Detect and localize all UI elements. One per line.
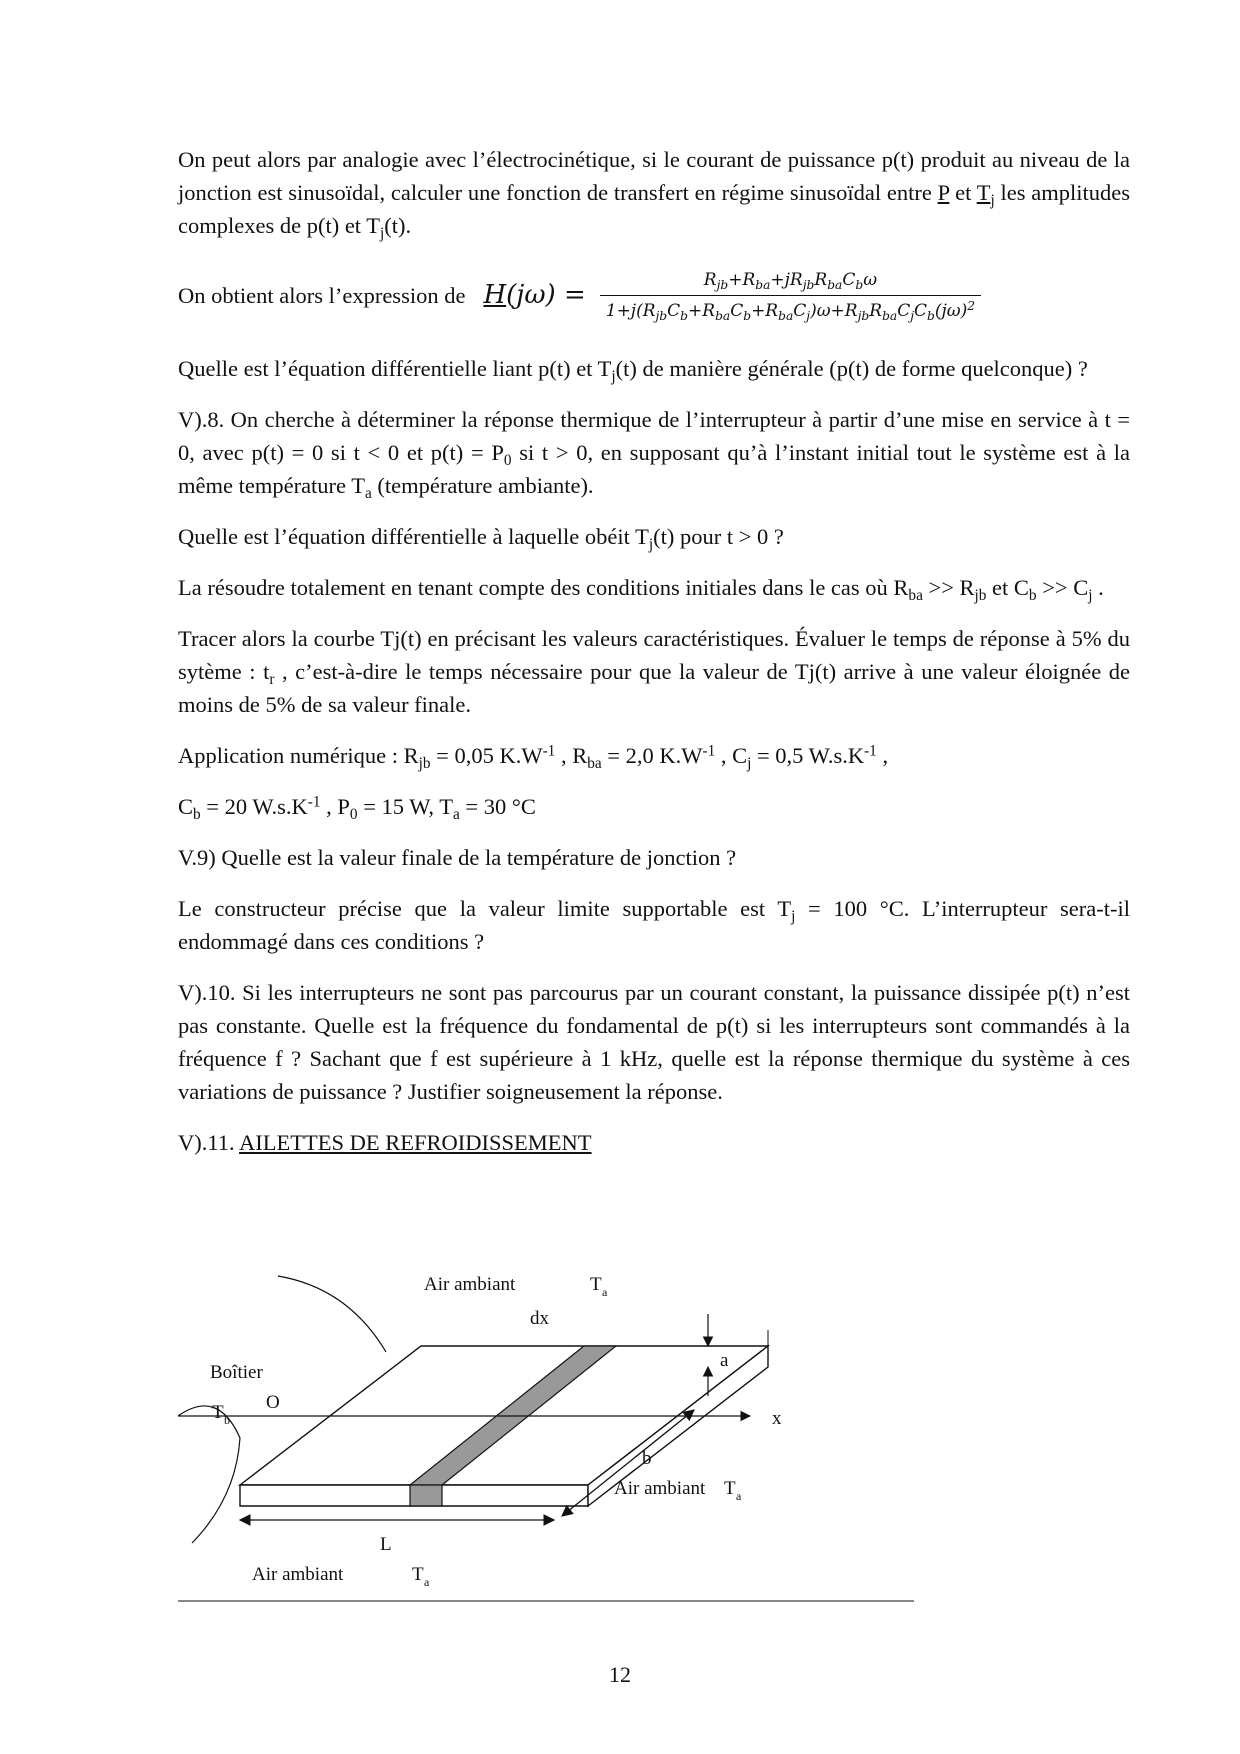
label-ta-right: T xyxy=(724,1478,736,1499)
equation-numerator: $R_{jb}+R_{ba}+jR_{jb}R_{ba}C_b\omega$ xyxy=(703,269,878,292)
label-ta-right-sub: a xyxy=(736,1489,742,1503)
paragraph-transfer-function: On peut alors par analogie avec l’électrocinétique, si le courant de puissance p(t) produit au niveau de la jonction est sinusoïdal, calculer une fonction de transfert en régime sinusoïdal entre P et $T_j$ les amplitudes complexes de p(t) et $T_j(t)$. xyxy=(178,147,1130,242)
boitier-arc-bottom xyxy=(178,1406,240,1543)
label-origin-o: O xyxy=(266,1392,280,1413)
complex-amplitude-p: P xyxy=(937,180,950,205)
page-number: 12 xyxy=(609,1662,631,1687)
label-b: b xyxy=(642,1448,652,1469)
equation-lhs: H(jω) = xyxy=(483,279,586,310)
document-body xyxy=(178,143,1130,1177)
paragraph-numeric-application: Application numérique : $R_{jb} = 0,05$ $K.W^{-1}$ , $R_{ba} = 2,0$ $K.W^{-1}$ , $C_j = 0,5$ $W.s.K^{-1}$ , xyxy=(178,742,889,772)
label-ta-top: T xyxy=(590,1274,602,1295)
paragraph-v8: V).8. On cherche à déterminer la réponse thermique de l’interrupteur à partir d’une mise en service à t = 0, avec p(t) = 0 si t < 0 et $p(t) = P_0$ si t > 0, en supposant qu’à l’instant initial tout le système est à la même température $T_a$ (température ambiante). xyxy=(178,407,1131,502)
paragraph-numeric-values: $C_b = 20$ $W.s.K^{-1}$ , $P_0 = 15$ W, $T_a = 30$ °C xyxy=(178,793,536,823)
equation-intro: On obtient alors l’expression de xyxy=(178,282,466,308)
paragraph-plot-curve: Tracer alors la courbe Tj(t) en précisant les valeurs caractéristiques. Évaluer le temps de réponse à 5% du sytème : $t_r$ , c’est-à-dire le temps nécessaire pour que la valeur de Tj(t) arrive à une valeur éloignée de moins de 5% de sa valeur finale. xyxy=(178,626,1130,717)
label-air-top: Air ambiant xyxy=(424,1274,516,1295)
section-title-ailettes: AILETTES DE REFROIDISSEMENT xyxy=(239,1130,592,1155)
paragraph-differential-equation: Quelle est l’équation différentielle liant p(t) et $T_j(t)$ de manière générale (p(t) de forme quelconque) ? xyxy=(178,356,1088,385)
label-dx: dx xyxy=(530,1308,549,1329)
label-ta-bottom-sub: a xyxy=(424,1575,430,1589)
label-air-right: Air ambiant xyxy=(614,1478,706,1499)
label-ta-top-sub: a xyxy=(602,1285,608,1299)
slice-dx-front xyxy=(410,1485,442,1506)
label-tb: T xyxy=(212,1402,224,1423)
equation-fraction xyxy=(600,267,981,324)
paragraph-v9: V.9) Quelle est la valeur finale de la température de jonction ? xyxy=(178,845,737,870)
label-air-bottom: Air ambiant xyxy=(252,1564,344,1585)
label-l: L xyxy=(380,1534,392,1555)
paragraph-v10: V).10. Si les interrupteurs ne sont pas parcourus par un courant constant, la puissance dissipée p(t) n’est pas constante. Quelle est la fréquence du fondamental de p(t) si les interrupteurs sont commandés à la fréquence f ? Sachant que f est supérieure à 1 kHz, quelle est la réponse thermique du système à ces variations de puissance ? Justifier soigneusement la réponse. xyxy=(178,980,1130,1104)
paragraph-limit-value: Le constructeur précise que la valeur limite supportable est $T_j = 100$ °C. L’interrupteur sera-t-il endommagé dans ces conditions ? xyxy=(178,896,1130,954)
label-boitier: Boîtier xyxy=(210,1362,263,1383)
transfer-function-equation xyxy=(178,260,1130,330)
label-tb-sub: b xyxy=(224,1413,230,1427)
paragraph-v11-heading: V).11. AILETTES DE REFROIDISSEMENT xyxy=(178,1130,592,1155)
equation-denominator: $1+j(R_{jb}C_b+R_{ba}C_b+R_{ba}C_j)\omega+R_{jb}R_{ba}C_jC_b(j\omega)^2$ xyxy=(605,298,976,323)
paragraph-solve: La résoudre totalement en tenant compte des conditions initiales dans le cas où $R_{ba} >> R_{jb}$ et $C_b >> C_j$ . xyxy=(178,575,1104,604)
boitier-arc-top xyxy=(278,1276,386,1352)
paragraph-equation-question: Quelle est l’équation différentielle à laquelle obéit $T_j(t)$ pour t > 0 ? xyxy=(178,524,784,553)
cooling-fin-diagram xyxy=(178,1268,918,1608)
label-x: x xyxy=(772,1408,782,1429)
label-ta-bottom: T xyxy=(412,1564,424,1585)
cooling-fin-svg xyxy=(178,1268,918,1608)
complex-amplitude-tj: $T_j$ xyxy=(976,180,995,209)
label-a: a xyxy=(720,1350,729,1371)
